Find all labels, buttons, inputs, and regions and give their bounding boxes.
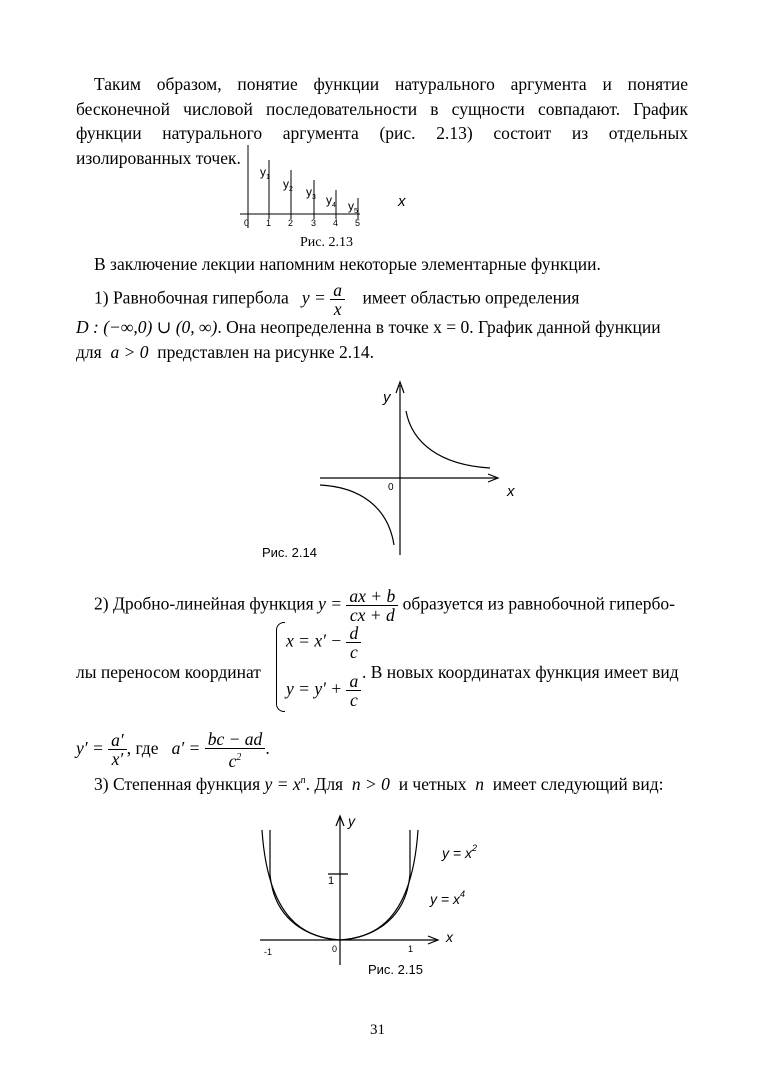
y1-label: $y_1$ (260, 165, 270, 181)
system-row-2: y = y′ + $\frac{a}{c}$ (286, 672, 361, 709)
tick-one-y: 1 (328, 875, 335, 887)
x-axis-label: x (398, 193, 406, 210)
label-x4: $y = x^4$ (430, 889, 465, 907)
label-x2: $y = x^2$ (442, 843, 477, 861)
x-axis-label: x (446, 929, 453, 945)
figure-2-15 (250, 810, 490, 975)
item2-line3: y′ = $\frac{a'}{x'}$ , где a′ = $\frac{bc - ad}{c^2}$ . (76, 729, 270, 771)
item1-line1: 1) Равнобочная гипербола y = $\frac{a}{x}$ имеет областью определения (94, 280, 580, 319)
item3-line: 3) Степенная функция $y = x^n$. Для n > 0 и четных n имеет следующий вид: (94, 773, 664, 794)
tick-zero: 0 (332, 944, 338, 954)
tick-3: 3 (311, 218, 317, 228)
x-axis-label: x (507, 483, 515, 500)
tick-4: 4 (333, 218, 339, 228)
y-axis-label: y (348, 813, 355, 829)
tick-5: 5 (355, 218, 361, 228)
caption-2-15: Рис. 2.15 (368, 962, 423, 977)
y-axis-label: y (383, 389, 391, 406)
item2-line2-tail: . В новых координатах функция имеет вид (362, 662, 679, 682)
paragraph-conclusion: В заключение лекции напомним некоторые элементарные функции. (94, 254, 601, 274)
item1-line2: D : (−∞,0) ∪ (0, ∞). Она неопределенна в точке x = 0. График данной функции (76, 317, 661, 337)
system-brace (276, 622, 285, 712)
system-row-1: x = x′ − $\frac{d}{c}$ (286, 624, 361, 661)
origin-label: 0 (388, 482, 394, 493)
y4-label: $y_4$ (326, 193, 336, 209)
paragraph-intro: Таким образом, понятие функции натурального аргумента и понятие бесконечной числовой последовательности в сущности совпадают. График функции натурального аргумента (рис. 2.13) состоит из отдельных изолированных точек. (76, 74, 688, 168)
y3-label: $y_3$ (306, 185, 316, 201)
y5-label: $y_5$ (348, 199, 358, 215)
tick-1: 1 (266, 218, 272, 228)
item2-line1: 2) Дробно-линейная функция y = $\frac{ax + b}{cx + d}$ образуется из равнобочной гипербо- (94, 586, 675, 625)
page-number: 31 (370, 1022, 385, 1038)
y2-label: $y_2$ (283, 177, 293, 193)
item2-line2-lead: лы переносом координат (76, 662, 261, 682)
tick-minus-one: -1 (264, 947, 273, 957)
caption-2-14: Рис. 2.14 (262, 545, 317, 560)
tick-2: 2 (288, 218, 294, 228)
tick-0: 0 (244, 218, 250, 228)
caption-2-13: Рис. 2.13 (300, 235, 353, 250)
item1-line3: для a > 0 представлен на рисунке 2.14. (76, 342, 374, 362)
tick-one-x: 1 (408, 944, 414, 954)
figure-2-14 (300, 375, 540, 560)
